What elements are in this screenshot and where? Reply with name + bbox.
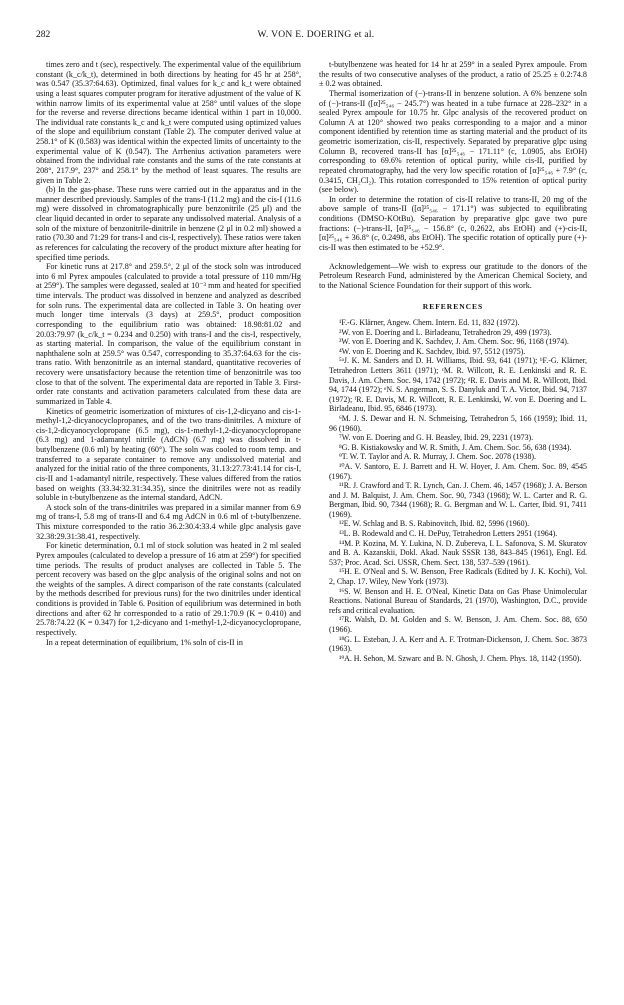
reference-item: ¹⁶S. W. Benson and H. E. O'Neal, Kinetic Data on Gas Phase Unimolecular Reactions. National Bureau of Standards, 21 (1970), Washington, D.C., provide refs and critical evaluation. [329, 586, 587, 615]
reference-item: ⁴W. von E. Doering and K. Sachdev, Ibid. 97, 5512 (1975). [339, 346, 526, 356]
acknowledgement: Acknowledgement—We wish to express our gratitude to the donors of the Petroleum Research Fund, administered by the American Chemical Society, and to the National Science Foundation for their support of this work. [319, 261, 587, 290]
reference-item: ¹³L. B. Rodewald and C. H. DePuy, Tetrahedron Letters 2951 (1964). [339, 529, 558, 539]
reference-item: ⁶M. J. S. Dewar and H. N. Schmeising, Tetrahedron 5, 166 (1959); Ibid. 11, 96 (1960). [329, 413, 587, 433]
reference-item: ¹²E. W. Schlag and B. S. Rabinovitch, Ibid. 82, 5996 (1960). [339, 519, 530, 529]
reference-item: ⁸G. B. Kistiakowsky and W. R. Smith, J. Am. Chem. Soc. 56, 638 (1934). [339, 442, 572, 452]
paragraph: For kinetic determination, 0.1 ml of stock solution was heated in 2 ml sealed Pyrex ampoules (calculated to develop a pressure of 16 atm at 259°) for specified time periods. The results of product analyses are collected in Table 5. The percent recovery was based on the glpc analysis of the original solns and not on the weights of the samples. A direct comparison of the rate constants (calculated by the methods described for previous runs) for the two dinitriles under identical conditions is provided in Table 6. Position of equilibrium was determined in both directions and after 62 hr corresponded to a ratio of 29.1:70.9 (K = 0.410) and 25.78:74.22 (K = 0.347) for 1,2-dicyano and 1-methyl-1,2-dicyanocyclopropane, respectively. [36, 541, 301, 637]
paragraph: In order to determine the rotation of cis-II relative to trans-II, 20 mg of the above sample of trans-II ([α]²⁵₅₄₆ − 171.1°) was subjected to equilibrating conditions (DMSO-KOtBu). Separation by preparative glpc gave two pure fractions: (−)-trans-II, [α]²⁵₅₄₆ − 156.8° (c, 0.2622, abs EtOH) and (+)-cis-II, [α]²⁵₅₄₆ + 36.8° (c, 0.2498, abs EtOH). The specific rotation of optically pure (+)-cis-II was then estimated to be +52.9°. [319, 194, 587, 252]
reference-item: ⁹T. W. T. Taylor and A. R. Murray, J. Chem. Soc. 2078 (1938). [339, 452, 537, 462]
reference-item: ¹⁷R. Walsh, D. M. Golden and S. W. Benson, J. Am. Chem. Soc. 88, 650 (1966). [329, 615, 587, 634]
running-header [36, 30, 596, 46]
reference-item: ⁵ᵃJ. K. M. Sanders and D. H. Williams, Ibid. 93, 641 (1971); ᵇF.-G. Klärner, Tetrahedron Letters 3611 (1971); ᶜM. R. Willcott, R. E. Lenkinski and R. E. Davis, J. Am. Chem. Soc. 94, 1742 (1972); ᵈR. E. Davis and M. R. Willcott, Ibid. 94, 1744 (1972); ᵉN. S. Angerman, S. S. Danyluk and T. A. Victor, Ibid. 94, 7137 (1972); ᶠR. E. Davis, M. R. Willcott, R. E. Lenkinski, W. von E. Doering and L. Birladeanu, Ibid. 95, 6846 (1973). [329, 356, 587, 414]
paragraph: A stock soln of the trans-dinitriles was prepared in a similar manner from 6.9 mg of trans-I, 5.8 mg of trans-II and 6.4 mg AdCN in 0.6 ml of t-butylbenzene. This mixture corresponded to the ratio 36.2:30.4:33.4 while glpc analysis gave 32.38:29.31:38.41, respectively. [36, 502, 301, 541]
paragraph: Thermal isomerization of (−)-trans-II in benzene solution. A 6% benzene soln of (−)-trans-II ([α]²⁵₅₄₆ − 245.7°) was heated in a tube furnace at 228–232° in a sealed Pyrex ampoule for 10.75 hr. Glpc analysis of the recovered product on Column A at 120° showed two peaks corresponding to a major and a minor component identified by retention time as starting material and the product of its geometric isomerization, cis-II, respectively. Separated by preparative glpc using Column B, recovered trans-II has [α]²⁵₅₄₆ − 171.11° (c, 1.0905, abs EtOH) corresponding to 69.6% retention of optical purity, while cis-II, purified by repeated chromatography, had the very low specific rotation of [α]²⁵₅₄₆ + 7.9° (c, 0.3415, CH₂Cl₂). This rotation corresponded to 15% retention of optical purity (see below). [319, 88, 587, 195]
left-column [36, 60, 301, 647]
reference-item: ³W. von E. Doering and K. Sachdev, J. Am. Chem. Soc. 96, 1168 (1974). [339, 337, 569, 347]
references-heading: REFERENCES [422, 302, 484, 312]
running-header-authors: W. VON E. DOERING et al. [257, 30, 375, 40]
reference-item: ²W. von E. Doering and L. Birladeanu, Tetrahedron 29, 499 (1973). [339, 327, 552, 337]
paragraph: times zero and t (sec), respectively. The experimental value of the equilibrium constant (k_c/k_t), determined in both directions by heating for 45 hr at 258°, was 0.547 (35.37:64.63). Optimized, final values for k_c and k_t were obtained using a least squares computer program for iterative adjustment of the value of K within narrow limits of its experimental value at 258° until values of the slope for the reverse and reverse directions became identical within 1 part in 10,000. The individual rate constants k_c and k_t were computed using optimized values of the slope and equilibrium constant (Table 2). The computer derived value at 258.1° of K (0.583) was identical within the expected limits of uncertainty to the experimental value of K (0.547). The Arrhenius activation parameters were obtained from the individual rate constants and the sums of the rate constants at 208°, 217.9°, 237° and 258.1° by the method of least squares. The results are given in Table 2. [36, 60, 301, 185]
paragraph: t-butylbenzene was heated for 14 hr at 259° in a sealed Pyrex ampoule. From the results of two consecutive analyses of the product, a ratio of 25.25 ± 0.2:74.8 ± 0.2 was obtained. [319, 60, 587, 89]
page-number: 282 [36, 30, 51, 40]
reference-item: ¹⁹A. H. Sehon, M. Szwarc and B. N. Ghosh, J. Chem. Phys. 18, 1142 (1950). [339, 653, 582, 663]
paragraph: (b) In the gas-phase. These runs were carried out in the apparatus and in the manner described previously. Samples of the trans-I (11.2 mg) and the cis-I (11.6 mg) were dissolved in chromatographically pure benzonitrile (25 μl) and the clear liquid decanted in order to separate any undissolved material. Analysis of a soln of the mixture of benzonitrile-dinitrile in benzene (2 μl in 0.2 ml) showed a ratio (70.30 and 71:29 for trans-I and cis-I, respectively). These ratios were taken as references for calculating the recovery of the product mixture after heating for specified time periods. [36, 185, 301, 262]
reference-item: ⁷W. von E. Doering and G. H. Beasley, Ibid. 29, 2231 (1973). [339, 433, 534, 443]
reference-item: ¹⁴M. P. Kozina, M. Y. Lukina, N. D. Zubereva, I. L. Safonova, S. M. Skuratov and B. A. Kazanskii, Dokl. Akad. Nauk SSSR 138, 843–845 (1961), Engl. Ed. 537; Proc. Acad. Sci. USSR, Chem. Sect. 138, 537–539 (1961). [329, 538, 587, 567]
right-column [319, 60, 587, 663]
reference-item: ¹⁰A. V. Santoro, E. J. Barrett and H. W. Hoyer, J. Am. Chem. Soc. 89, 4545 (1967). [329, 461, 587, 481]
paragraph: For kinetic runs at 217.8° and 259.5°, 2 μl of the stock soln was introduced into 6 ml Pyrex ampoules (calculated to provide a total pressure of 110 mm/Hg at 259°). The samples were degassed, sealed at 10⁻³ mm and heated for specified time intervals. The product was dissolved in benzene and analyzed as described for soln runs. The experimental data are collected in Table 3. On heating over much longer time intervals (3 days) at 259.5°, product composition corresponding to the equilibrium ratio was obtained: 18.98:81.02 and 20.03:79.97 (k_c/k_t = 0.234 and 0.250) with trans-I and the cis-I, respectively, as starting material. In comparison, the value of the equilibrium constant in naphthalene soln at 259.5° was 0.547, corresponding to 35.37:64.63 for the cis-trans ratio. With benzonitrile as an internal standard, quantitative recoveries of recovery were unsatisfactory because the retention time of benzonitrile was too close to that of the solvent. The experimental data are reported in Table 3. First-order rate constants and activation parameters calculated from these data are summarized in Table 4. [36, 262, 301, 406]
reference-item: ¹⁸G. L. Esteban, J. A. Kerr and A. F. Trotman-Dickenson, J. Chem. Soc. 3873 (1963). [329, 634, 587, 654]
references-list [319, 318, 587, 663]
paragraph: In a repeat determination of equilibrium, 1% soln of cis-II in [46, 637, 243, 647]
paragraph: Kinetics of geometric isomerization of mixtures of cis-1,2-dicyano and cis-1-methyl-1,2-dicyanocyclopropanes, and of the two trans-dinitriles. A mixture of cis-1,2-dicyanocyclopropane (6.5 mg), cis-1-methyl-1,2-dicyanocyclopropane (6.3 mg) and 1-adamantyl nitrile (AdCN) (6.7 mg) was dissolved in t-butylbenzene (0.6 ml) by heating (60°). The soln was cooled to room temp. and transferred to a separate container to remove any undissolved material and analyzed for the initial ratio of the three components, 31.13:27.73:41.14 for cis-I, cis-II and 1-adamantyl nitrile, respectively. These values differed from the ratios based on weights (33.34:32.31:34.35), since the dinitriles were not as readily soluble in t-butylbenzene as the internal standard, AdCN. [36, 406, 301, 503]
reference-item: ¹⁵H. E. O'Neal and S. W. Benson, Free Radicals (Edited by J. K. Kochi), Vol. 2, Chap. 17. Wiley, New York (1973). [329, 567, 587, 587]
reference-item: ¹¹R. J. Crawford and T. R. Lynch, Can. J. Chem. 46, 1457 (1968); J. A. Berson and J. M. Balquist, J. Am. Chem. Soc. 90, 7343 (1968); W. L. Carter and R. G. Bergman, Ibid. 90, 7344 (1968); R. G. Bergman and W. L. Carter, Ibid. 91, 7411 (1969). [329, 481, 587, 519]
reference-item: ¹F.-G. Klärner, Angew. Chem. Intern. Ed. 11, 832 (1972). [339, 318, 520, 327]
